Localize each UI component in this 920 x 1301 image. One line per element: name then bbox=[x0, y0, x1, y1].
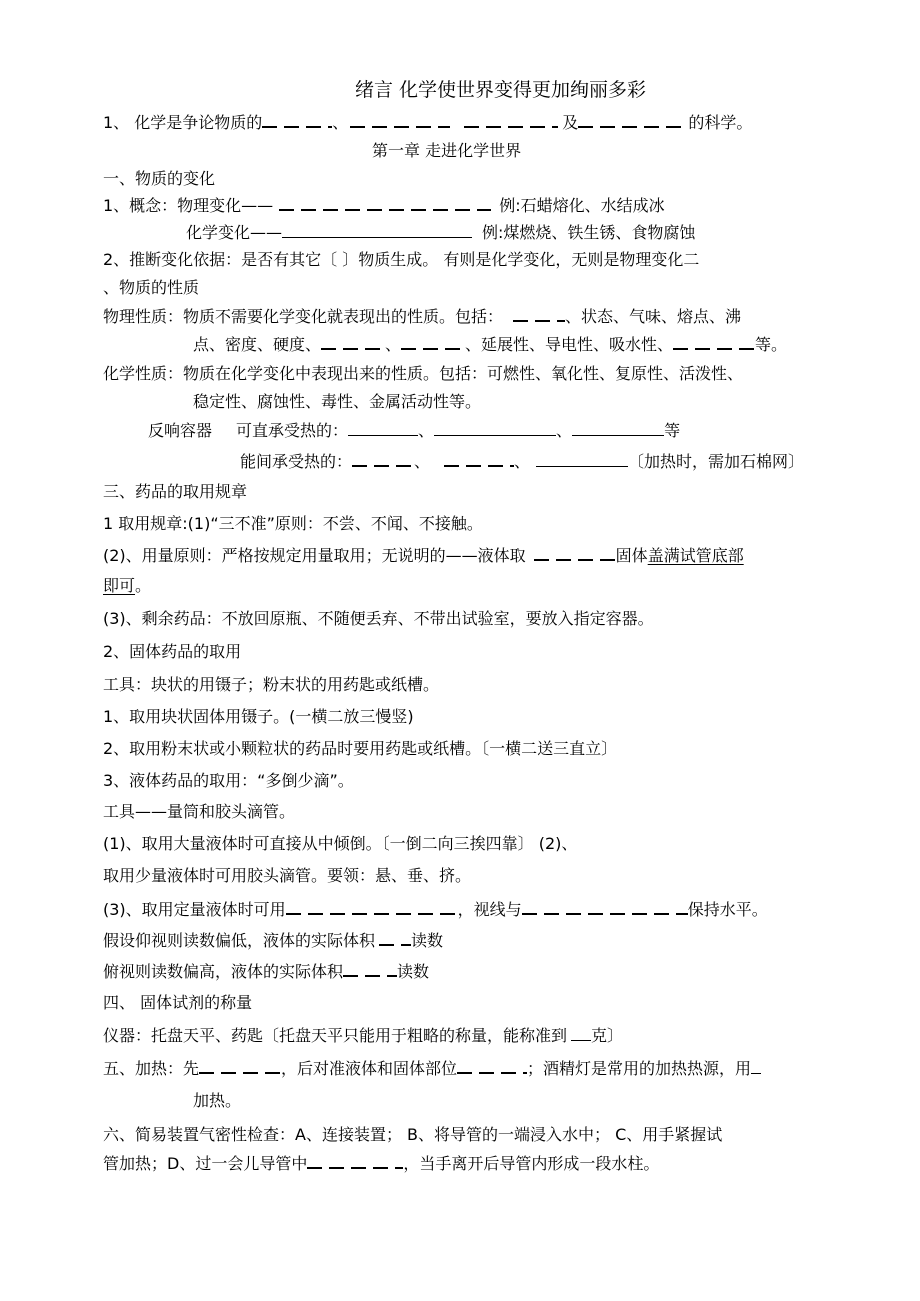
physical-property-cont-d: 等。 bbox=[755, 335, 788, 354]
blank[interactable] bbox=[199, 1059, 281, 1074]
read-up-suffix: 读数 bbox=[411, 931, 444, 950]
blank[interactable] bbox=[262, 113, 332, 128]
read-down-text: 俯视则读数偏高，液体的实际体积 bbox=[103, 962, 344, 981]
blank[interactable] bbox=[343, 962, 397, 977]
heating-text-c: ；酒精灯是常用的加热热源，用 bbox=[527, 1059, 752, 1078]
vessel-sep: 、 bbox=[514, 452, 531, 471]
read-up bbox=[103, 931, 443, 951]
liquid-step-3-level: 保持水平。 bbox=[687, 900, 768, 919]
rule-2-solid-answer: 盖满试管底部 bbox=[647, 546, 744, 565]
physical-property-cont bbox=[193, 335, 787, 355]
blank[interactable] bbox=[571, 1025, 591, 1041]
section-3-heading: 三、药品的取用规章 bbox=[103, 482, 248, 501]
weighing-tools-suffix: 克〕 bbox=[591, 1026, 624, 1045]
solid-step-1: 1、取用块状固体用镊子。(一横二放三慢竖) bbox=[103, 707, 414, 726]
vessel-sep: 、 bbox=[418, 421, 435, 440]
airtight-check: 六、简易装置气密性检查：A、连接装置； B、将导管的一端浸入水中； C、用手紧握试 bbox=[103, 1125, 723, 1144]
intro-question-1 bbox=[103, 113, 752, 133]
blank[interactable] bbox=[350, 113, 450, 128]
physical-property-text-b: 、状态、气味、熔点、沸 bbox=[565, 307, 742, 326]
rule-2-solid: 固体 bbox=[615, 546, 648, 565]
q1-text-b: 、 bbox=[332, 113, 349, 132]
blank[interactable] bbox=[348, 420, 418, 436]
vessel-direct-label: 可直承受热的： bbox=[236, 421, 349, 440]
intro-title: 绪言 化学使世界变得更加绚丽多彩 bbox=[355, 79, 647, 101]
rule-2 bbox=[103, 546, 744, 566]
blank[interactable] bbox=[572, 420, 664, 436]
blank[interactable] bbox=[286, 900, 458, 915]
vessel-sep: 、 bbox=[414, 452, 431, 471]
blank[interactable] bbox=[434, 420, 556, 436]
blank[interactable] bbox=[534, 546, 616, 561]
solid-heading: 2、固体药品的取用 bbox=[103, 642, 242, 661]
blank[interactable] bbox=[751, 1058, 761, 1074]
airtight-check-cont-b: ，当手离开后导管内形成一段水柱。 bbox=[403, 1154, 660, 1173]
heating-text-a: 五、加热：先 bbox=[103, 1059, 200, 1078]
physical-property-text: 物理性质：物质不需要化学变化就表现出的性质。包括： bbox=[103, 307, 504, 326]
heating bbox=[103, 1058, 761, 1079]
blank[interactable] bbox=[321, 335, 385, 350]
chapter-title: 第一章 走进化学世界 bbox=[372, 141, 522, 160]
liquid-step-1: (1)、取用大量液体时可直接从中倾倒。〔一倒二向三挨四靠〕 (2)、 bbox=[103, 834, 578, 853]
section-1-heading: 一、物质的变化 bbox=[103, 169, 216, 188]
read-down-suffix: 读数 bbox=[397, 962, 430, 981]
concept-physical bbox=[103, 196, 665, 216]
blank[interactable] bbox=[401, 335, 465, 350]
q1-text-d: 的科学。 bbox=[688, 113, 753, 132]
q1-text-a: 1、 化学是争论物质的 bbox=[103, 113, 263, 132]
blank[interactable] bbox=[578, 113, 688, 128]
judge-basis: 2、推断变化依据：是否有其它〔 〕物质生成。 有则是化学变化，无则是物理变化二 bbox=[103, 250, 700, 269]
blank[interactable] bbox=[352, 452, 414, 467]
blank[interactable] bbox=[444, 452, 514, 467]
physical-property-cont-a: 点、密度、硬度、 bbox=[193, 335, 322, 354]
vessel-note: 〔加热时，需加石棉网〕 bbox=[628, 452, 805, 471]
chemical-property-cont: 稳定性、腐蚀性、毒性、金属活动性等。 bbox=[193, 392, 482, 411]
q1-text-c: 及 bbox=[562, 113, 579, 132]
weighing-tools-text: 仪器：托盘天平、药匙〔托盘天平只能用于粗略的称量，能称准到 bbox=[103, 1026, 568, 1045]
rule-1: 1 取用规章:(1)“三不准”原则：不尝、不闻、不接触。 bbox=[103, 514, 483, 533]
rule-2-suffix: 即可 bbox=[103, 576, 136, 595]
read-down bbox=[103, 962, 429, 982]
vessel-direct-line bbox=[148, 420, 680, 441]
liquid-heading: 3、液体药品的取用：“多倒少滴”。 bbox=[103, 771, 354, 790]
read-up-text: 假设仰视则读数偏低，液体的实际体积 bbox=[103, 931, 376, 950]
blank[interactable] bbox=[464, 113, 558, 128]
blank[interactable] bbox=[379, 931, 411, 946]
vessel-indirect-line bbox=[240, 451, 804, 472]
weighing-tools bbox=[103, 1025, 623, 1046]
solid-step-2: 2、取用粉末状或小颗粒状的药品时要用药匙或纸槽。〔一横二送三直立〕 bbox=[103, 739, 618, 758]
blank[interactable] bbox=[522, 900, 688, 915]
vessel-label: 反响容器 bbox=[148, 421, 213, 440]
rule-2-cont bbox=[103, 576, 151, 596]
blank[interactable] bbox=[307, 1154, 403, 1169]
physical-property-cont-b: 、 bbox=[385, 335, 402, 354]
concept-physical-label: 1、概念：物理变化—— bbox=[103, 196, 274, 215]
liquid-step-2: 取用少量液体时可用胶头滴管。要领：悬、垂、挤。 bbox=[103, 866, 472, 885]
vessel-end: 等 bbox=[664, 421, 681, 440]
liquid-step-3 bbox=[103, 900, 768, 920]
airtight-check-cont-a: 管加热；D、过一会儿导管中 bbox=[103, 1154, 308, 1173]
rule-3: (3)、剩余药品：不放回原瓶、不随便丢弃、不带出试验室，要放入指定容器。 bbox=[103, 609, 654, 628]
solid-tools: 工具：块状的用镊子；粉末状的用药匙或纸槽。 bbox=[103, 675, 440, 694]
chemical-property: 化学性质：物质在化学变化中表现出来的性质。包括：可燃性、氧化性、复原性、活泼性、 bbox=[103, 364, 744, 383]
rule-2-text: (2)、用量原则：严格按规定用量取用；无说明的——液体取 bbox=[103, 546, 526, 565]
rule-2-period: 。 bbox=[135, 576, 152, 595]
blank[interactable] bbox=[282, 222, 472, 238]
liquid-step-3-sight: ，视线与 bbox=[457, 900, 522, 919]
airtight-check-cont bbox=[103, 1154, 659, 1174]
section-2-heading: 、物质的性质 bbox=[103, 278, 200, 297]
concept-chemical-label: 化学变化—— bbox=[186, 223, 283, 242]
blank[interactable] bbox=[536, 451, 628, 467]
blank[interactable] bbox=[457, 1059, 527, 1074]
liquid-step-3-text: (3)、取用定量液体时可用 bbox=[103, 900, 286, 919]
section-4-heading: 四、 固体试剂的称量 bbox=[103, 993, 253, 1012]
heating-text-b: ，后对准液体和固体部位 bbox=[281, 1059, 458, 1078]
concept-chemical-example: 例:煤燃烧、铁生锈、食物腐蚀 bbox=[482, 223, 696, 242]
concept-chemical bbox=[186, 222, 695, 243]
vessel-sep: 、 bbox=[556, 421, 573, 440]
heating-cont: 加热。 bbox=[193, 1091, 242, 1110]
liquid-tools: 工具——量筒和胶头滴管。 bbox=[103, 802, 296, 821]
blank[interactable] bbox=[279, 196, 491, 211]
blank[interactable] bbox=[673, 335, 755, 350]
physical-property-cont-c: 、延展性、导电性、吸水性、 bbox=[465, 335, 674, 354]
physical-property bbox=[103, 307, 741, 327]
vessel-indirect-label: 能间承受热的： bbox=[240, 452, 353, 471]
blank[interactable] bbox=[513, 307, 565, 322]
concept-physical-example: 例:石蜡熔化、水结成冰 bbox=[499, 196, 665, 215]
